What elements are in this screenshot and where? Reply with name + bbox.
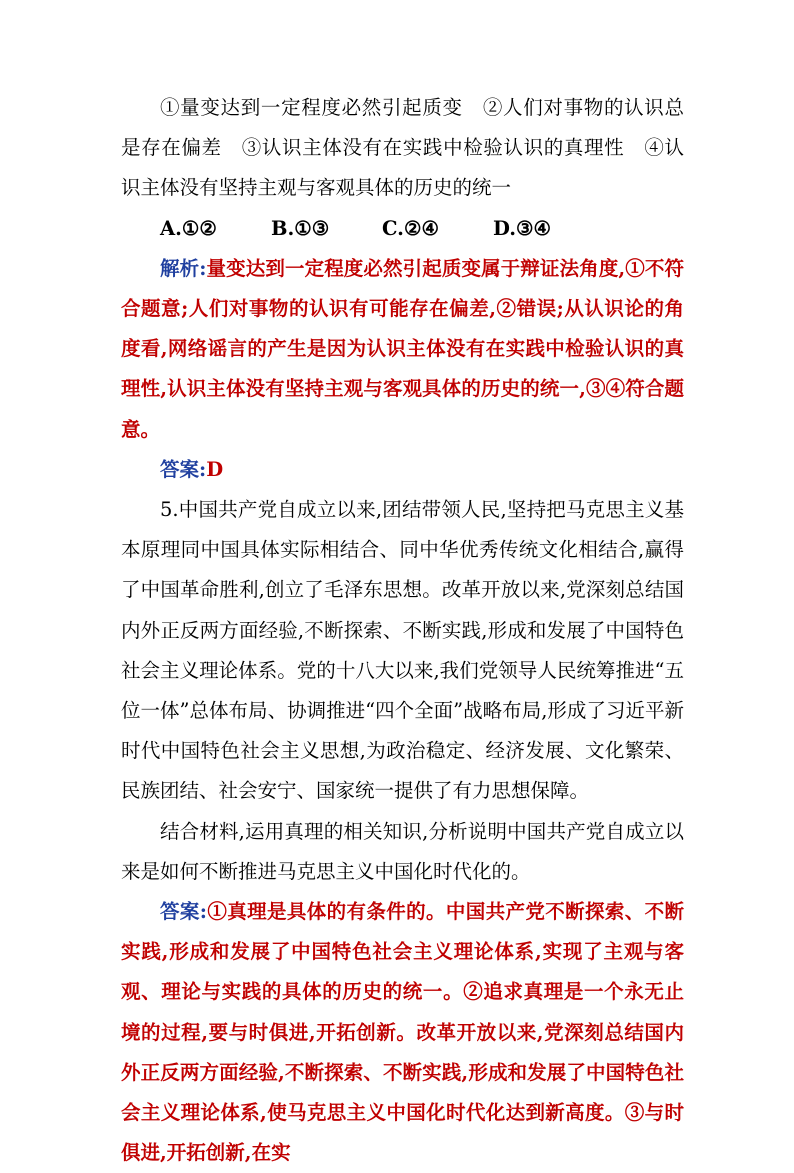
- answer-value: D: [206, 457, 224, 481]
- q4-answer: [121, 450, 684, 490]
- q5-material: 5.中国共产党自成立以来,团结带领人民,坚持把马克思主义基本原理同中国具体实际相结合、同中华优秀传统文化相结合,赢得了中国革命胜利,创立了毛泽东思想。改革开放以来,党深刻总结国内外正反两方面经验,不断探索、不断实践,形成和发展了中国特色社会主义理论体系。党的十八大以来,我们党领导人民统筹推进“五位一体”总体布局、协调推进“四个全面”战略布局,形成了习近平新时代中国特色社会主义思想,为政治稳定、经济发展、文化繁荣、民族团结、社会安宁、国家统一提供了有力思想保障。: [121, 498, 684, 803]
- q5-answer-text: ①真理是具体的有条件的。中国共产党不断探索、不断实践,形成和发展了中国特色社会主义理论体系,实现了主观与客观、理论与实践的具体的历史的统一。②追求真理是一个永无止境的过程,要与时俱进,开拓创新。改革开放以来,党深刻总结国内外正反两方面经验,不断探索、不断实践,形成和发展了中国特色社会主义理论体系,使马克思主义中国化时代化达到新高度。③与时俱进,开拓创新,在实: [121, 900, 684, 1165]
- option-b: B.①③: [271, 216, 330, 240]
- answer-label: 答案:: [160, 457, 207, 481]
- q5-question: 结合材料,运用真理的相关知识,分析说明中国共产党自成立以来是如何不断推进马克思主义中国化时代化的。: [121, 819, 684, 883]
- q4-analysis: [121, 249, 684, 450]
- option-c: C.②④: [382, 216, 439, 240]
- option-a: A.①②: [160, 216, 217, 240]
- analysis-text: 量变达到一定程度必然引起质变属于辩证法角度,①不符合题意;人们对事物的认识有可能存在偏差,②错误;从认识论的角度看,网络谣言的产生是因为认识主体没有在实践中检验认识的真理性,认识主体没有坚持主观与客观具体的历史的统一,③④符合题意。: [121, 256, 684, 441]
- q4-statements: ①量变达到一定程度必然引起质变 ②人们对事物的认识总是存在偏差 ③认识主体没有在实践中检验认识的真理性 ④认识主体没有坚持主观与客观具体的历史的统一: [121, 96, 684, 200]
- q5-answer: [121, 892, 684, 1173]
- option-d: D.③④: [493, 216, 551, 240]
- q5-answer-label: 答案:: [160, 900, 207, 924]
- q4-options: [121, 209, 684, 249]
- analysis-label: 解析:: [160, 256, 207, 280]
